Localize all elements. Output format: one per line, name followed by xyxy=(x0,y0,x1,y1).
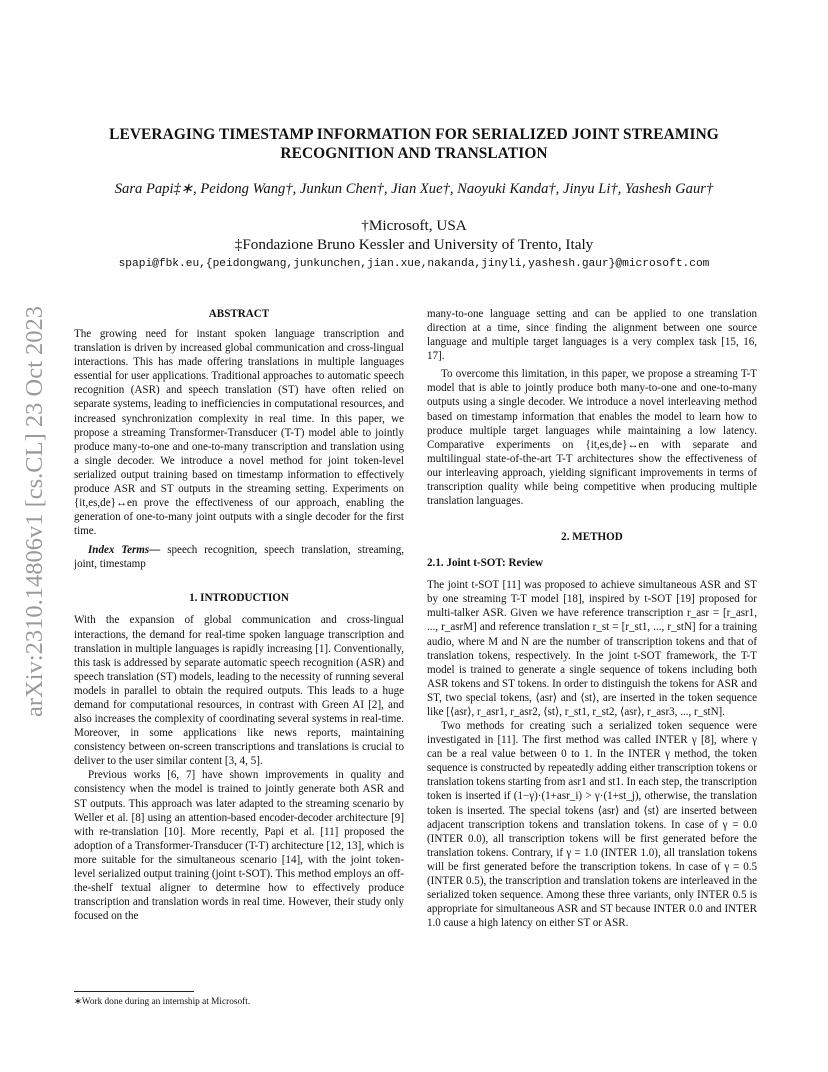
index-terms-list: speech recognition, speech translation, streaming, joint, timestamp xyxy=(74,544,404,571)
author-emails: spapi@fbk.eu,{peidongwang,junkunchen,jian.xue,nakanda,jinyli,yashesh.gaur}@microsoft.com xyxy=(118,258,710,270)
right-column xyxy=(427,307,757,930)
index-terms-label: Index Terms— xyxy=(88,544,161,557)
arxiv-stamp xyxy=(12,262,52,722)
abstract-body: The growing need for instant spoken language transcription and translation is driven by increased global communication and cross-lingual interactions. This has made offering translations in multiple languages essential for user applications. Traditional approaches to automatic speech recognition (ASR) and speech translation (ST) have often relied on separate systems, leading to inefficiencies in computational resources, and increased synchronization complexity in real time. In this paper, we propose a streaming Transformer-Transducer (T-T) model able to jointly produce many-to-one and one-to-many transcription and translation using a single decoder. We introduce a novel method for joint token-level serialized output training based on timestamp information to effectively produce ASR and ST outputs in the streaming setting. Experiments on {it,es,de}↔en prove the effectiveness of our approach, enabling the generation of one-to-many joint outputs with a single decoder for the first time. xyxy=(74,328,404,538)
author-list: Sara Papi‡∗, Peidong Wang†, Junkun Chen†, Jian Xue†, Naoyuki Kanda†, Jinyu Li†, Yashesh Gaur† xyxy=(114,181,714,197)
footnote-divider xyxy=(74,991,194,992)
index-terms xyxy=(74,543,404,571)
affiliation-fbk: ‡Fondazione Bruno Kessler and University of Trento, Italy xyxy=(234,236,594,253)
intro-paragraph-2: Previous works [6, 7] have shown improvements in quality and consistency when the model is trained to jointly generate both ASR and ST outputs. This approach was later adapted to the streaming scenario by Weller et al. [8] using an attention-based encoder-decoder architecture [9] with re-translation [10]. More recently, Papi et al. [11] proposed the adoption of a Transformer-Transducer (T-T) architecture [12, 13], which is more suitable for the simultaneous scenario [14], with the joint token-level serialized output training (joint t-SOT). This method employs an off-the-shelf textual aligner to determine how to effectively produce transcription and translation words in real time. However, their study only focused on the xyxy=(74,769,404,923)
arxiv-stamp-text: arXiv:2310.14806v1 [cs.CL] 23 Oct 2023 xyxy=(21,306,48,717)
footnote: ∗Work done during an internship at Microsoft. xyxy=(74,997,251,1007)
method-paragraph-1: The joint t-SOT [11] was proposed to achieve simultaneous ASR and ST by one streaming T-T model [18], inspired by t-SOT [19] proposed for multi-talker ASR. Given we have reference transcription r_asr = [r_asr1, ..., r_asrM] and reference translation r_st = [r_st1, ..., r_stN] for a training audio, where M and N are the number of transcription tokens and that of translation tokens, respectively. In the joint t-SOT framework, the T-T model is trained to generate a single sequence of tokens including both ASR tokens and ST tokens. In order to distinguish the tokens for ASR and ST, two special tokens, ⟨asr⟩ and ⟨st⟩, are inserted in the token sequence like [⟨asr⟩, r_asr1, r_asr2, ⟨st⟩, r_st1, r_st2, ⟨asr⟩, r_asr3, ..., r_stN]. xyxy=(427,579,757,718)
left-column xyxy=(74,307,404,923)
intro-paragraph-4: To overcome this limitation, in this paper, we propose a streaming T-T model that is able to jointly produce both many-to-one and one-to-many outputs using a single decoder. We introduce a novel interleaving method based on timestamp information that enables the model to learn how to produce multiple target languages while maintaining a low latency. Comparative experiments on {it,es,de}↔en with separate and multilingual state-of-the-art T-T architectures show the effectiveness of our interleaving approach, yielding significant improvements in terms of transcription quality while being competitive when producing multiple translation languages. xyxy=(427,368,757,508)
affiliation-microsoft: †Microsoft, USA xyxy=(361,217,467,234)
intro-paragraph-1: With the expansion of global communication and cross-lingual interactions, the demand for real-time spoken language transcription and translation in multiple languages is rapidly increasing [1]. Conventionally, this task is addressed by separate automatic speech recognition (ASR) and speech translation (ST) models, leading to the necessity of running several models in parallel to obtain the required outputs. This leads to a huge demand for computational resources, in contrast with Green AI [2], and also increases the complexity of coordinating several systems in real-time. Moreover, in some applications like news reports, maintaining consistency between on-screen transcriptions and translations is crucial to deliver to the user similar content [3, 4, 5]. xyxy=(74,614,404,768)
method-heading: 2. METHOD xyxy=(561,531,623,544)
method-paragraph-2: Two methods for creating such a serialized token sequence were investigated in [11]. The first method was called INTER γ [8], where γ can be a real value between 0 to 1. In the INTER γ method, the token sequence is constructed by repeatedly adding either transcription tokens or translation tokens starting from asr1 and st1. In each step, the transcription token is inserted if (1−γ)·(1+asr_i) > γ·(1+st_j), otherwise, the translation token is inserted. The special tokens ⟨asr⟩ and ⟨st⟩ are inserted between adjacent transcription tokens and translation tokens. In case of γ = 0.0 (INTER 0.0), all transcription tokens will be first generated before the translation tokens. Contrary, if γ = 1.0 (INTER 1.0), all translation tokens will be first generated before the transcription tokens. In case of γ = 0.5 (INTER 0.5), the transcription and translation tokens are interleaved in the serialized token sequence. Among these three variants, only INTER 0.5 is appropriate for simultaneous ASR and ST because INTER 0.0 and INTER 1.0 cause a high latency on either ST or ASR. xyxy=(427,720,757,930)
paper-title xyxy=(0,125,828,163)
title-line-1: LEVERAGING TIMESTAMP INFORMATION FOR SERIALIZED JOINT STREAMING xyxy=(109,126,719,143)
title-line-2: RECOGNITION AND TRANSLATION xyxy=(280,145,548,162)
method-subheading: 2.1. Joint t-SOT: Review xyxy=(427,557,543,570)
abstract-heading: ABSTRACT xyxy=(208,308,270,320)
intro-paragraph-3: many-to-one language setting and can be applied to one translation direction at a time, since finding the alignment between one source language and multiple target languages is a very complex task [15, 16, 17]. xyxy=(427,308,757,363)
introduction-heading: 1. INTRODUCTION xyxy=(189,592,289,605)
